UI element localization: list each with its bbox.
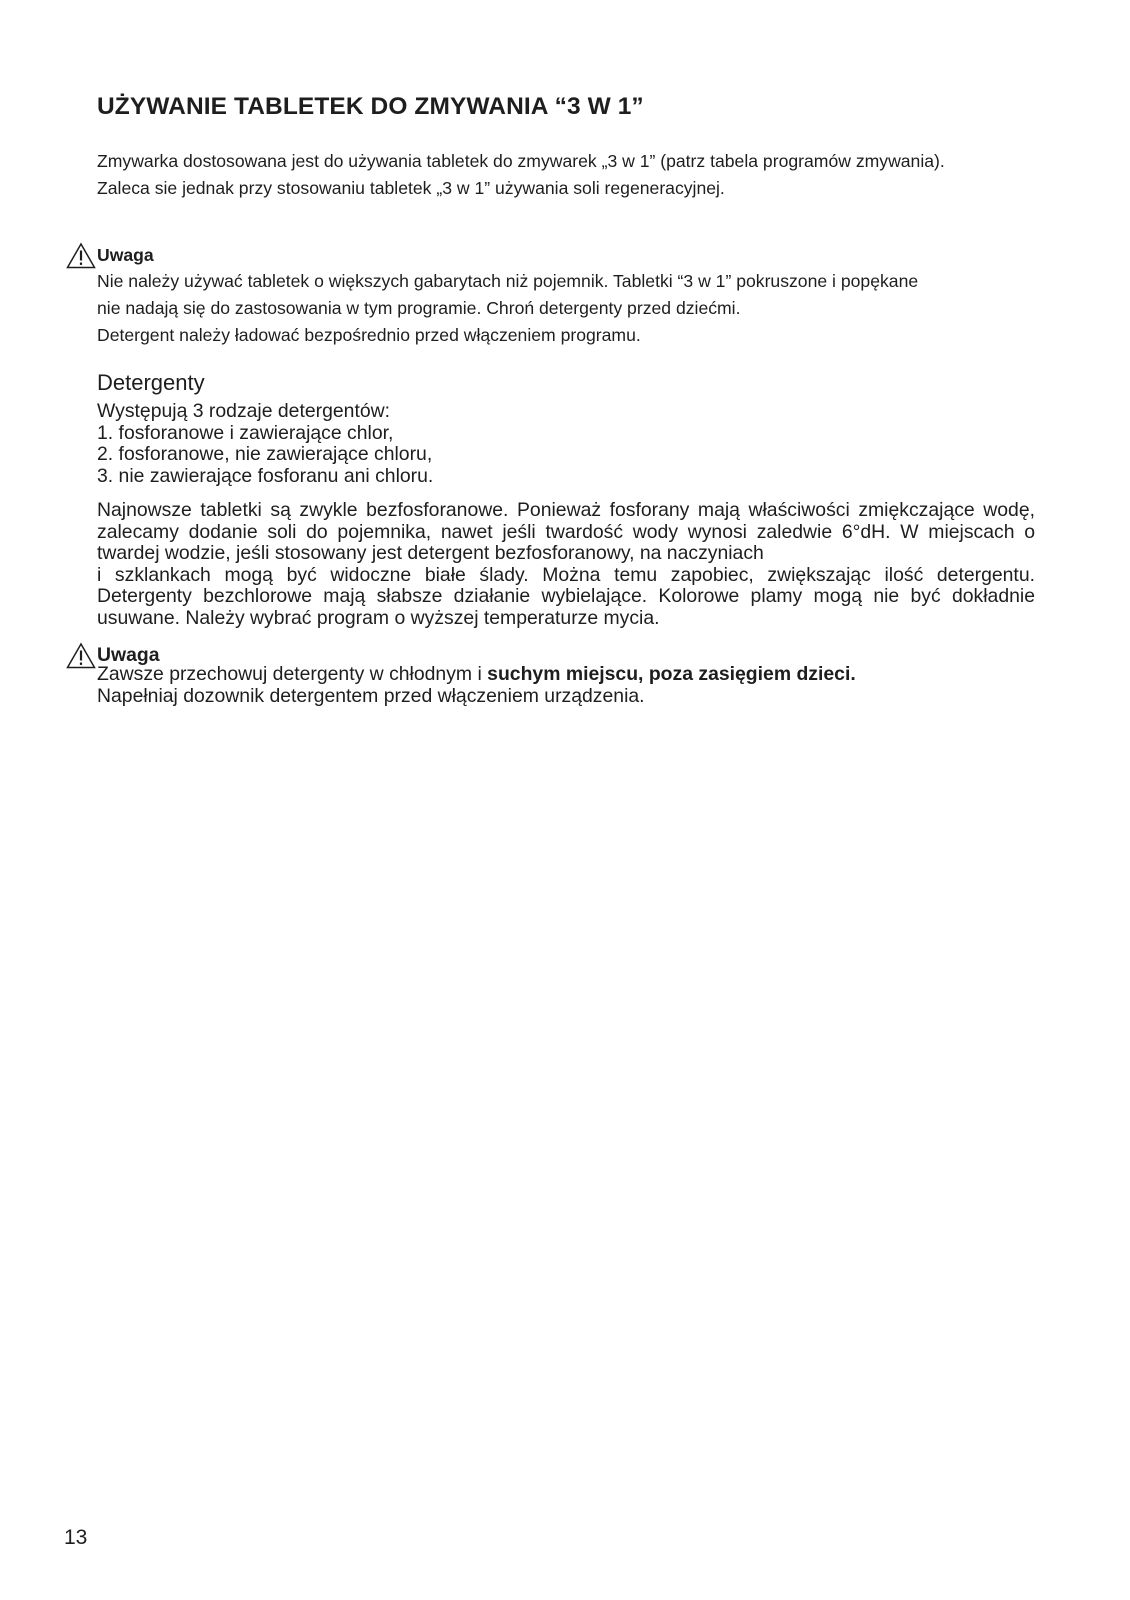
notice-text: Zawsze przechowuj detergenty w chłodnym i [97,663,488,685]
detergent-types-list [97,401,1035,487]
section-heading: Detergenty [97,370,205,395]
notice-emphasis: suchym miejscu, poza zasięgiem dzieci. [487,663,856,685]
notice-header [66,241,154,269]
intro-paragraph: Zmywarka dostosowana jest do używania tabletek do zmywarek „3 w 1” (patrz tabela programów zmywania). [97,151,945,171]
notice-body [97,664,1035,707]
detergent-info [97,500,1035,629]
list-item: 3. nie zawierające fosforanu ani chloru. [97,464,434,487]
page-title: UŻYWANIE TABLETEK DO ZMYWANIA “3 W 1” [97,93,644,120]
body-paragraph: i szklankach mogą być widoczne białe ślady. Można temu zapobiec, zwiększając ilość detergentu. Detergenty bezchlorowe mają słabsze działanie wybielające. Kolorowe plamy mogą nie być dokładnie usuwane. Należy wybrać program o wyższej temperaturze mycia. [97,563,1035,629]
warning-triangle-icon [66,642,96,669]
list-intro: Występują 3 rodzaje detergentów: [97,400,391,422]
notice-line: Napełniaj dozownik detergentem przed włączeniem urządzenia. [97,684,645,707]
notice-line: nie nadają się do zastosowania w tym programie. Chroń detergenty przed dziećmi. [97,298,741,318]
notice-line: Detergent należy ładować bezpośrednio przed włączeniem programu. [97,325,641,345]
notice-label: Uwaga [97,244,154,265]
notice-body [97,268,1035,349]
notice-label: Uwaga [97,643,160,666]
notice-line: Nie należy używać tabletek o większych gabarytach niż pojemnik. Tabletki “3 w 1” pokruszone i popękane [97,271,919,291]
notice-line [97,664,1035,686]
intro-section [97,148,1035,202]
body-paragraph: Najnowsze tabletki są zwykle bezfosforanowe. Ponieważ fosforany mają właściwości zmiękczające wodę, zalecamy dodanie soli do pojemnika, nawet jeśli twardość wody wynosi zaledwie 6°dH. W miejscach o twardej wodzie, jeśli stosowany jest detergent bezfosforanowy, na naczyniach [97,499,1035,564]
warning-triangle-icon [66,242,96,269]
page-number: 13 [64,1526,88,1549]
list-item: 1. fosforanowe i zawierające chlor, [97,421,394,444]
list-item: 2. fosforanowe, nie zawierające chloru, [97,443,433,465]
intro-recommendation: Zaleca sie jednak przy stosowaniu tabletek „3 w 1” używania soli regeneracyjnej. [97,178,725,198]
